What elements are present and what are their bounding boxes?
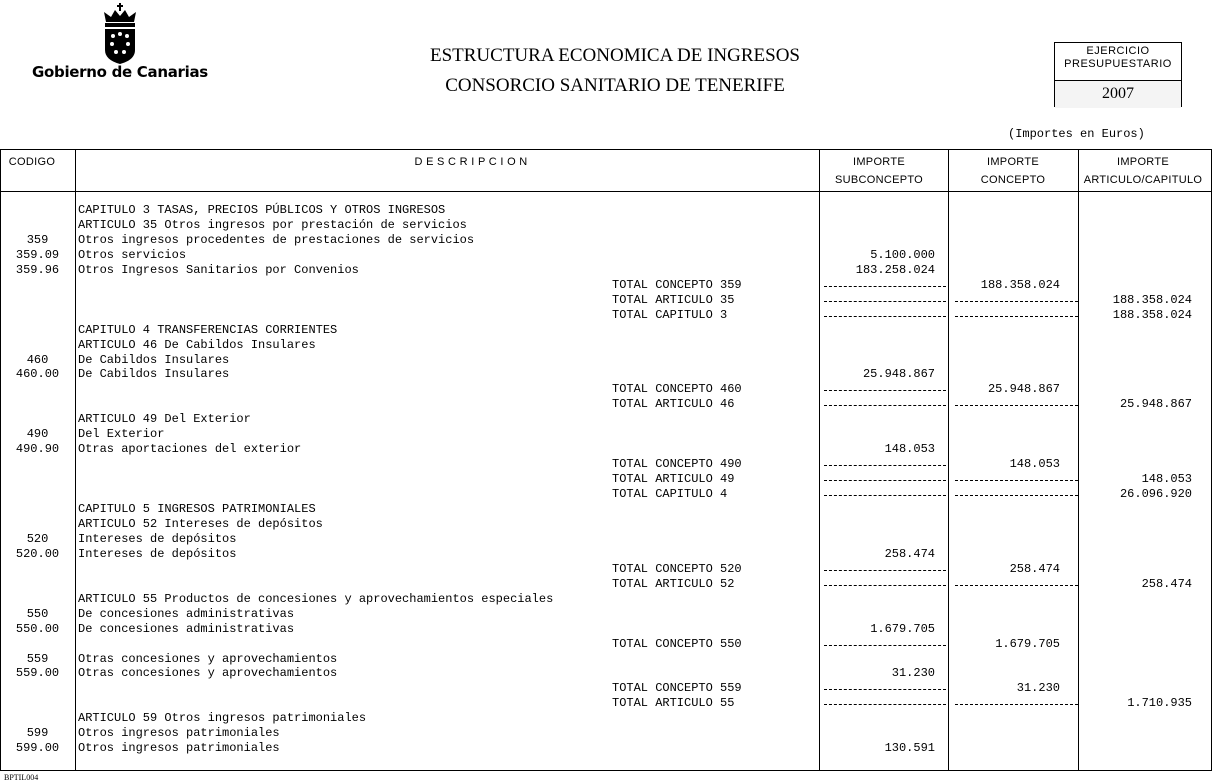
dashed-rule xyxy=(955,585,1078,586)
row-importe-concepto: 31.230 xyxy=(1016,681,1060,696)
row-importe-subconcepto: 148.053 xyxy=(884,442,935,457)
row-code: 460.00 xyxy=(15,367,60,382)
total-row xyxy=(0,308,1212,323)
row-code: 490 xyxy=(26,427,49,442)
row-importe-concepto: 1.679.705 xyxy=(995,636,1060,651)
row-code: 559 xyxy=(26,651,49,666)
table-row xyxy=(0,263,1212,278)
table-row xyxy=(0,547,1212,562)
row-description: ARTICULO 52 Intereses de depósitos xyxy=(78,516,323,531)
row-importe-articulo: 148.053 xyxy=(1141,472,1192,487)
row-importe-subconcepto: 130.591 xyxy=(884,741,935,756)
dashed-rule xyxy=(824,704,946,705)
dashed-rule xyxy=(955,495,1078,496)
row-importe-subconcepto: 31.230 xyxy=(891,666,935,681)
dashed-rule xyxy=(824,570,946,571)
table-row xyxy=(0,726,1212,741)
dashed-rule xyxy=(824,480,946,481)
row-description: CAPITULO 5 INGRESOS PATRIMONIALES xyxy=(78,502,316,516)
header-importe-subconcepto: IMPORTE SUBCONCEPTO xyxy=(834,156,924,186)
dashed-rule xyxy=(824,286,946,287)
table-row xyxy=(0,532,1212,547)
dashed-rule xyxy=(955,316,1078,317)
row-code: 559.00 xyxy=(15,666,60,681)
row-total-label: TOTAL CONCEPTO 359 xyxy=(612,277,742,292)
row-code: 460 xyxy=(26,352,49,367)
table-row xyxy=(0,502,1212,517)
row-description: Otras concesiones y aprovechamientos xyxy=(78,666,338,681)
table-row xyxy=(0,412,1212,427)
table-row xyxy=(0,218,1212,233)
total-row xyxy=(0,397,1212,412)
row-importe-subconcepto: 25.948.867 xyxy=(862,367,935,382)
table-row xyxy=(0,592,1212,607)
row-importe-concepto: 25.948.867 xyxy=(987,382,1060,397)
row-code: 550.00 xyxy=(15,621,60,636)
row-importe-articulo: 188.358.024 xyxy=(1112,307,1192,322)
row-importe-subconcepto: 1.679.705 xyxy=(870,621,935,636)
row-description: De concesiones administrativas xyxy=(78,606,295,621)
total-row xyxy=(0,278,1212,293)
row-total-label: TOTAL CONCEPTO 559 xyxy=(612,681,742,696)
header-codigo: CODIGO xyxy=(8,156,56,168)
dashed-rule xyxy=(824,689,946,690)
table-row xyxy=(0,442,1212,457)
total-row xyxy=(0,382,1212,397)
table-row xyxy=(0,248,1212,263)
row-total-label: TOTAL ARTICULO 49 xyxy=(612,472,735,487)
header-descripcion: D E S C R I P C I O N xyxy=(414,156,528,168)
dashed-rule xyxy=(824,301,946,302)
ejercicio-box xyxy=(1054,42,1182,107)
total-row xyxy=(0,681,1212,696)
ejercicio-label: EJERCICIO PRESUPUESTARIO xyxy=(1064,45,1172,70)
table-row xyxy=(0,353,1212,368)
row-description: De Cabildos Insulares xyxy=(78,367,230,382)
row-description: CAPITULO 3 TASAS, PRECIOS PÚBLICOS Y OTROS INGRESOS xyxy=(78,203,446,217)
total-row xyxy=(0,562,1212,577)
row-description: Intereses de depósitos xyxy=(78,546,237,561)
row-total-label: TOTAL CONCEPTO 490 xyxy=(612,457,742,472)
row-importe-articulo: 1.710.935 xyxy=(1127,696,1192,711)
dashed-rule xyxy=(824,645,946,646)
row-description: CAPITULO 4 TRANSFERENCIAS CORRIENTES xyxy=(78,322,338,337)
table-row xyxy=(0,652,1212,667)
row-total-label: TOTAL ARTICULO 52 xyxy=(612,576,735,591)
total-row xyxy=(0,487,1212,502)
total-row xyxy=(0,637,1212,652)
total-row xyxy=(0,457,1212,472)
row-code: 359.09 xyxy=(15,247,60,262)
row-importe-subconcepto: 258.474 xyxy=(884,546,935,561)
row-code: 520 xyxy=(26,531,49,546)
row-description: ARTICULO 59 Otros ingresos patrimoniales xyxy=(78,711,367,726)
logo-text: Gobierno de Canarias xyxy=(32,63,208,81)
row-importe-articulo: 258.474 xyxy=(1141,576,1192,591)
row-importe-articulo: 26.096.920 xyxy=(1119,487,1192,502)
row-importe-concepto: 148.053 xyxy=(1009,457,1060,472)
total-row xyxy=(0,577,1212,592)
row-description: Otras concesiones y aprovechamientos xyxy=(78,651,338,666)
table-row xyxy=(0,711,1212,726)
dashed-rule xyxy=(824,316,946,317)
header-importe-articulo: IMPORTE ARTICULO/CAPITULO xyxy=(1083,156,1203,186)
row-description: Otras aportaciones del exterior xyxy=(78,442,302,457)
dashed-rule xyxy=(824,495,946,496)
row-code: 599 xyxy=(26,726,49,741)
row-description: Intereses de depósitos xyxy=(78,531,237,546)
row-total-label: TOTAL CAPITULO 3 xyxy=(612,307,728,322)
row-importe-articulo: 188.358.024 xyxy=(1112,292,1192,307)
row-total-label: TOTAL ARTICULO 55 xyxy=(612,696,735,711)
row-importe-subconcepto: 5.100.000 xyxy=(870,247,935,262)
table-row xyxy=(0,233,1212,248)
table-row xyxy=(0,203,1212,218)
dashed-rule xyxy=(824,465,946,466)
dashed-rule xyxy=(955,480,1078,481)
dashed-rule xyxy=(955,704,1078,705)
row-description: Otros ingresos patrimoniales xyxy=(78,741,280,756)
row-description: ARTICULO 35 Otros ingresos por prestación de servicios xyxy=(78,217,467,232)
row-description: Otros Ingresos Sanitarios por Convenios xyxy=(78,262,359,277)
page-title: ESTRUCTURA ECONOMICA DE INGRESOS xyxy=(429,45,800,66)
table-row xyxy=(0,323,1212,338)
ejercicio-year: 2007 xyxy=(1055,80,1181,108)
row-total-label: TOTAL CONCEPTO 460 xyxy=(612,382,742,397)
row-code: 599.00 xyxy=(15,741,60,756)
row-code: 359 xyxy=(26,232,49,247)
row-description: ARTICULO 49 Del Exterior xyxy=(78,412,251,427)
table-row xyxy=(0,338,1212,353)
total-row xyxy=(0,696,1212,711)
table-row xyxy=(0,607,1212,622)
row-importe-concepto: 188.358.024 xyxy=(980,277,1060,292)
dashed-rule xyxy=(824,405,946,406)
row-description: Otros servicios xyxy=(78,247,187,262)
table-row xyxy=(0,427,1212,442)
row-description: Otros ingresos patrimoniales xyxy=(78,726,280,741)
row-total-label: TOTAL CONCEPTO 550 xyxy=(612,636,742,651)
table-row xyxy=(0,517,1212,532)
header-divider xyxy=(0,191,1212,192)
total-row xyxy=(0,472,1212,487)
header-importe-concepto: IMPORTE CONCEPTO xyxy=(980,156,1046,186)
row-total-label: TOTAL ARTICULO 35 xyxy=(612,292,735,307)
row-importe-concepto: 258.474 xyxy=(1009,561,1060,576)
row-description: De Cabildos Insulares xyxy=(78,352,230,367)
row-total-label: TOTAL CONCEPTO 520 xyxy=(612,561,742,576)
row-description: De concesiones administrativas xyxy=(78,621,295,636)
table-row xyxy=(0,666,1212,681)
row-description: ARTICULO 46 De Cabildos Insulares xyxy=(78,337,316,352)
importes-note: (Importes en Euros) xyxy=(1008,127,1145,141)
row-code: 490.90 xyxy=(15,442,60,457)
table-row xyxy=(0,367,1212,382)
row-description: ARTICULO 55 Productos de concesiones y aprovechamientos especiales xyxy=(78,591,554,606)
dashed-rule xyxy=(824,390,946,391)
dashed-rule xyxy=(955,301,1078,302)
row-total-label: TOTAL CAPITULO 4 xyxy=(612,487,728,502)
total-row xyxy=(0,293,1212,308)
dashed-rule xyxy=(955,405,1078,406)
row-importe-articulo: 25.948.867 xyxy=(1119,397,1192,412)
row-importe-subconcepto: 183.258.024 xyxy=(855,262,935,277)
table-row xyxy=(0,622,1212,637)
page-subtitle: CONSORCIO SANITARIO DE TENERIFE xyxy=(445,75,785,96)
row-description: Del Exterior xyxy=(78,427,165,442)
row-code: 520.00 xyxy=(15,546,60,561)
row-code: 359.96 xyxy=(15,262,60,277)
dashed-rule xyxy=(824,585,946,586)
row-description: Otros ingresos procedentes de prestaciones de servicios xyxy=(78,232,475,247)
row-code: 550 xyxy=(26,606,49,621)
footer-code: BPTIL004 xyxy=(4,773,39,782)
row-total-label: TOTAL ARTICULO 46 xyxy=(612,397,735,412)
table-row xyxy=(0,741,1212,756)
